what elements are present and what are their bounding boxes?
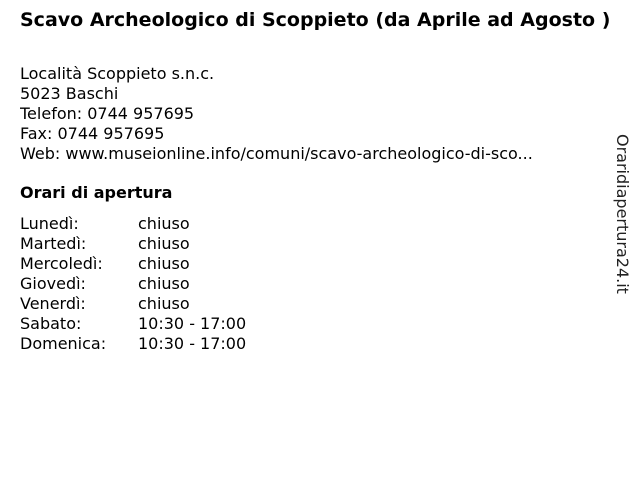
hours-time: 10:30 - 17:00 (138, 334, 247, 353)
fax-number: Fax: 0744 957695 (20, 124, 165, 143)
address-block (20, 64, 600, 164)
hours-day: Domenica: (20, 334, 107, 353)
hours-row-tuesday (20, 234, 246, 254)
address-street: Località Scoppieto s.n.c. (20, 64, 215, 83)
hours-day: Lunedì: (20, 214, 79, 233)
hours-time: chiuso (138, 234, 190, 253)
hours-row-saturday (20, 314, 246, 334)
hours-day: Mercoledì: (20, 254, 103, 273)
phone-number: Telefon: 0744 957695 (20, 104, 195, 123)
hours-day: Sabato: (20, 314, 82, 333)
hours-time: 10:30 - 17:00 (138, 314, 247, 333)
hours-day: Venerdì: (20, 294, 86, 313)
hours-time: chiuso (138, 254, 190, 273)
website-link[interactable]: Web: www.museionline.info/comuni/scavo-archeologico-di-sco... (20, 144, 533, 163)
hours-row-wednesday (20, 254, 246, 274)
hours-day: Martedì: (20, 234, 87, 253)
opening-hours-heading: Orari di apertura (20, 183, 173, 202)
address-city: 5023 Baschi (20, 84, 119, 103)
hours-time: chiuso (138, 294, 190, 313)
site-brand-label: Oraridiapertura24.it (613, 134, 632, 294)
opening-hours-table (20, 214, 246, 354)
hours-time: chiuso (138, 274, 190, 293)
hours-row-sunday (20, 334, 246, 354)
hours-row-monday (20, 214, 246, 234)
hours-row-friday (20, 294, 246, 314)
hours-day: Giovedì: (20, 274, 86, 293)
hours-time: chiuso (138, 214, 190, 233)
hours-row-thursday (20, 274, 246, 294)
page-title: Scavo Archeologico di Scoppieto (da Aprile ad Agosto ) (20, 9, 611, 31)
